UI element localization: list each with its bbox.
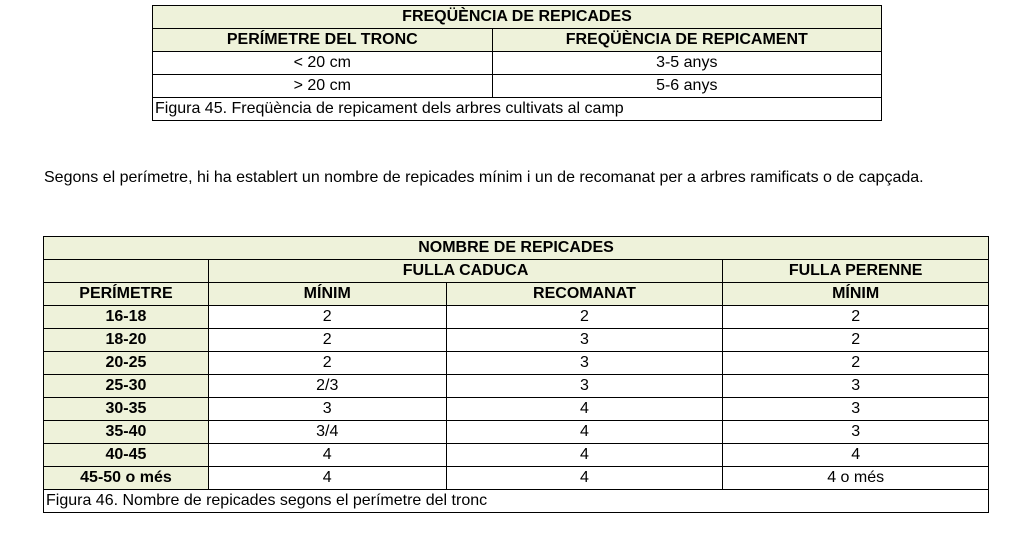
table-row xyxy=(153,75,882,98)
table2-caption: Figura 46. Nombre de repicades segons el perímetre del tronc xyxy=(44,490,989,513)
frequency-table xyxy=(152,5,882,121)
table2-cell-recommended: 2 xyxy=(446,306,723,329)
table2-cell-recommended: 4 xyxy=(446,398,723,421)
table-row xyxy=(44,352,989,375)
table2-cell-perimeter: 25-30 xyxy=(44,375,209,398)
table2-cell-min-evergreen: 4 o més xyxy=(723,467,989,490)
body-paragraph: Segons el perímetre, hi ha establert un nombre de repicades mínim i un de recomanat per a arbres ramificats o de capçada. xyxy=(44,169,924,186)
table-row xyxy=(44,306,989,329)
table2-col-recommended: RECOMANAT xyxy=(446,283,723,306)
table2-cell-perimeter: 20-25 xyxy=(44,352,209,375)
table2-cell-recommended: 3 xyxy=(446,352,723,375)
table1-cell-perimeter: < 20 cm xyxy=(153,52,493,75)
table1-cell-frequency: 3-5 anys xyxy=(492,52,881,75)
table2-title: NOMBRE DE REPICADES xyxy=(44,237,989,260)
table2-cell-recommended: 3 xyxy=(446,375,723,398)
table2-cell-perimeter: 16-18 xyxy=(44,306,209,329)
table2-cell-recommended: 4 xyxy=(446,421,723,444)
table-row xyxy=(44,375,989,398)
table2-empty-header xyxy=(44,260,209,283)
table-row xyxy=(153,52,882,75)
table2-col-min: MÍNIM xyxy=(208,283,446,306)
table1-cell-perimeter: > 20 cm xyxy=(153,75,493,98)
table2-col-perimeter: PERÍMETRE xyxy=(44,283,209,306)
table2-cell-min: 2/3 xyxy=(208,375,446,398)
table2-cell-min: 3/4 xyxy=(208,421,446,444)
table2-cell-perimeter: 40-45 xyxy=(44,444,209,467)
table2-cell-perimeter: 45-50 o més xyxy=(44,467,209,490)
table-row xyxy=(44,467,989,490)
table-row xyxy=(44,398,989,421)
table1-col-perimeter: PERÍMETRE DEL TRONC xyxy=(153,29,493,52)
table2-cell-perimeter: 18-20 xyxy=(44,329,209,352)
table2-cell-min-evergreen: 2 xyxy=(723,306,989,329)
table2-cell-min-evergreen: 2 xyxy=(723,352,989,375)
table-row xyxy=(44,444,989,467)
table2-cell-perimeter: 35-40 xyxy=(44,421,209,444)
table-row xyxy=(44,329,989,352)
table2-cell-recommended: 4 xyxy=(446,467,723,490)
table-row xyxy=(44,421,989,444)
table2-cell-min: 2 xyxy=(208,352,446,375)
table2-cell-perimeter: 30-35 xyxy=(44,398,209,421)
table2-cell-min: 3 xyxy=(208,398,446,421)
table2-cell-min: 4 xyxy=(208,444,446,467)
table2-col-min-evergreen: MÍNIM xyxy=(723,283,989,306)
table2-cell-recommended: 4 xyxy=(446,444,723,467)
repicades-count-table xyxy=(43,236,989,513)
table2-cell-min-evergreen: 2 xyxy=(723,329,989,352)
table2-group-deciduous: FULLA CADUCA xyxy=(208,260,722,283)
table2-cell-min-evergreen: 3 xyxy=(723,421,989,444)
table2-cell-min-evergreen: 4 xyxy=(723,444,989,467)
table2-cell-min-evergreen: 3 xyxy=(723,375,989,398)
table2-cell-min-evergreen: 3 xyxy=(723,398,989,421)
table2-cell-min: 2 xyxy=(208,329,446,352)
table2-group-evergreen: FULLA PERENNE xyxy=(723,260,989,283)
table1-col-frequency: FREQÜÈNCIA DE REPICAMENT xyxy=(492,29,881,52)
table2-cell-min: 2 xyxy=(208,306,446,329)
table1-caption: Figura 45. Freqüència de repicament dels arbres cultivats al camp xyxy=(153,98,882,121)
table1-title: FREQÜÈNCIA DE REPICADES xyxy=(153,6,882,29)
table2-cell-recommended: 3 xyxy=(446,329,723,352)
table1-cell-frequency: 5-6 anys xyxy=(492,75,881,98)
table2-cell-min: 4 xyxy=(208,467,446,490)
